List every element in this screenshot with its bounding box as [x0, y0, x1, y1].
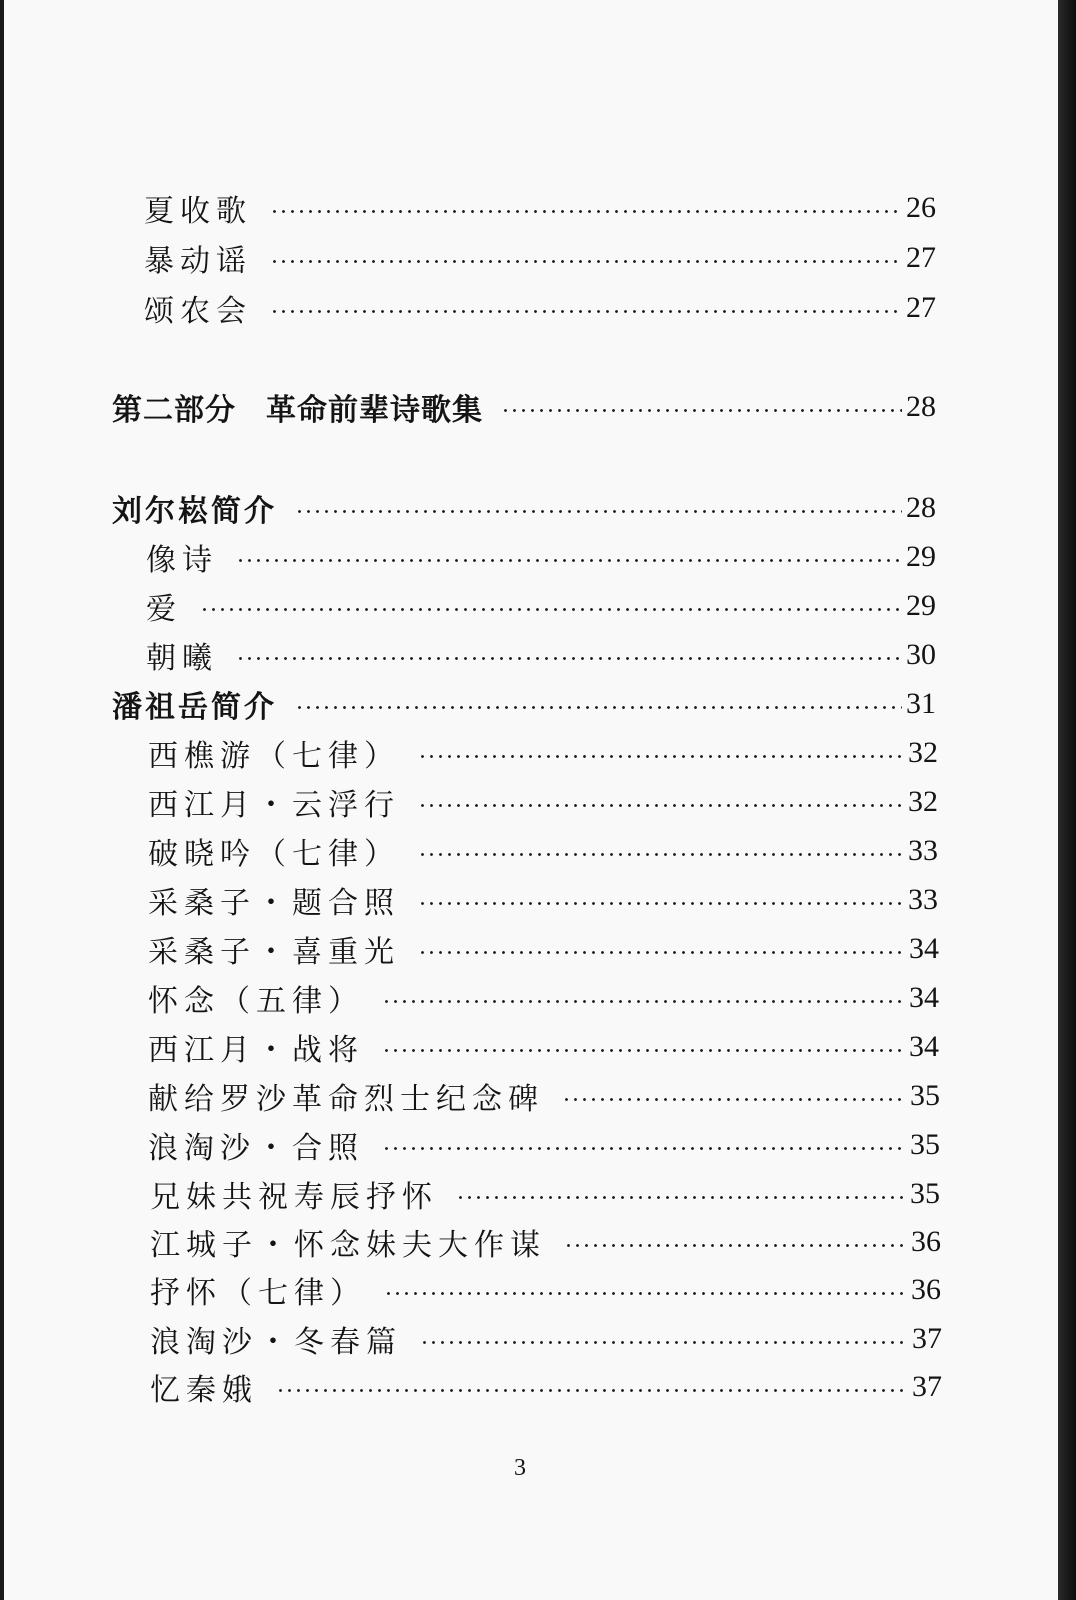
toc-entry-page: 33: [908, 834, 938, 867]
toc-entry-page: 34: [909, 981, 939, 1014]
toc-entry-page: 36: [911, 1225, 941, 1258]
toc-entry[interactable]: [148, 978, 939, 1018]
toc-entry[interactable]: [144, 188, 936, 228]
dot-leader: [276, 1389, 908, 1392]
toc-entry[interactable]: [150, 1222, 941, 1262]
dot-leader: [418, 853, 904, 856]
toc-entry-page: 32: [908, 736, 938, 769]
toc-entry-title: 像诗: [146, 543, 218, 578]
toc-entry[interactable]: [146, 586, 936, 626]
dot-leader: [295, 510, 902, 513]
toc-author-entry[interactable]: [112, 488, 936, 528]
page-number: 3: [514, 1455, 526, 1481]
dot-leader: [270, 310, 902, 313]
toc-entry-page: 35: [910, 1079, 940, 1112]
dot-leader: [456, 1196, 906, 1199]
toc-entry-title: 爱: [146, 592, 182, 627]
toc-entry[interactable]: [148, 831, 938, 871]
toc-entry[interactable]: [146, 635, 936, 675]
dot-leader: [418, 804, 904, 807]
dot-leader: [564, 1244, 907, 1247]
toc-entry-page: 31: [906, 687, 936, 720]
dot-leader: [382, 1000, 905, 1003]
toc-entry-page: 26: [906, 191, 936, 224]
toc-entry[interactable]: [148, 782, 938, 822]
toc-entry-title: 刘尔崧简介: [112, 494, 277, 529]
toc-entry[interactable]: [150, 1174, 940, 1214]
dot-leader: [384, 1292, 907, 1295]
dot-leader: [382, 1049, 905, 1052]
toc-entry[interactable]: [148, 1027, 939, 1067]
toc-entry-title: 采桑子・喜重光: [148, 935, 400, 970]
toc-entry-page: 30: [906, 638, 936, 671]
scan-left-edge: [0, 0, 4, 1600]
dot-leader: [295, 706, 902, 709]
toc-entry[interactable]: [148, 880, 938, 920]
toc-entry-page: 37: [912, 1322, 942, 1355]
toc-entry-title: 忆秦娥: [150, 1373, 258, 1408]
dot-leader: [236, 657, 902, 660]
toc-entry-page: 28: [906, 390, 936, 423]
toc-entry-title: 浪淘沙・冬春篇: [150, 1325, 402, 1360]
toc-entry-title: 抒怀（七律）: [150, 1276, 366, 1311]
toc-entry-page: 27: [906, 241, 936, 274]
scan-right-edge: [1058, 0, 1076, 1600]
dot-leader: [418, 755, 904, 758]
dot-leader: [236, 559, 902, 562]
toc-entry[interactable]: [144, 238, 936, 278]
toc-entry-page: 29: [906, 589, 936, 622]
toc-entry-title: 颂农会: [144, 294, 252, 329]
toc-entry-page: 33: [908, 883, 938, 916]
toc-entry-title: 西江月・战将: [148, 1033, 364, 1068]
dot-leader: [501, 409, 902, 412]
toc-entry[interactable]: [150, 1319, 942, 1359]
toc-entry-title: 潘祖岳简介: [112, 690, 277, 725]
part-title: 革命前辈诗歌集: [266, 393, 483, 428]
dot-leader: [418, 951, 905, 954]
toc-entry-page: 34: [909, 1030, 939, 1063]
toc-entry-title: 暴动谣: [144, 244, 252, 279]
toc-author-entry[interactable]: [112, 684, 936, 724]
toc-entry[interactable]: [144, 288, 936, 328]
toc-entry-title: 怀念（五律）: [148, 984, 364, 1019]
dot-leader: [418, 902, 904, 905]
toc-entry-title: 西樵游（七律）: [148, 739, 400, 774]
toc-entry[interactable]: [148, 733, 938, 773]
toc-entry-title: 采桑子・题合照: [148, 886, 400, 921]
toc-entry-page: 28: [906, 491, 936, 524]
toc-entry-title: 朝曦: [146, 641, 218, 676]
toc-entry-title: 破晓吟（七律）: [148, 837, 400, 872]
toc-entry-title: 西江月・云浮行: [148, 788, 400, 823]
dot-leader: [562, 1098, 906, 1101]
dot-leader: [382, 1147, 906, 1150]
toc-entry-page: 37: [912, 1370, 942, 1403]
part-label: 第二部分: [112, 393, 236, 428]
toc-entry-title: 兄妹共祝寿辰抒怀: [150, 1180, 438, 1215]
toc-entry-title: 浪淘沙・合照: [148, 1131, 364, 1166]
dot-leader: [420, 1341, 908, 1344]
toc-entry-page: 34: [909, 932, 939, 965]
toc-entry-page: 32: [908, 785, 938, 818]
toc-entry[interactable]: [150, 1270, 941, 1310]
toc-entry[interactable]: [148, 1076, 940, 1116]
toc-entry-page: 35: [910, 1128, 940, 1161]
toc-entry-title: 夏收歌: [144, 194, 252, 229]
toc-entry-page: 36: [911, 1273, 941, 1306]
toc-entry-page: 35: [910, 1177, 940, 1210]
dot-leader: [270, 210, 902, 213]
toc-entry[interactable]: [150, 1367, 942, 1407]
toc-part-heading[interactable]: [112, 387, 936, 427]
toc-entry-page: 27: [906, 291, 936, 324]
dot-leader: [200, 608, 902, 611]
toc-entry[interactable]: [146, 537, 936, 577]
toc-entry-title: 献给罗沙革命烈士纪念碑: [148, 1082, 544, 1117]
toc-entry[interactable]: [148, 929, 939, 969]
toc-entry-page: 29: [906, 540, 936, 573]
toc-entry-title: 江城子・怀念妹夫大作谋: [150, 1228, 546, 1263]
dot-leader: [270, 260, 902, 263]
toc-entry[interactable]: [148, 1125, 940, 1165]
